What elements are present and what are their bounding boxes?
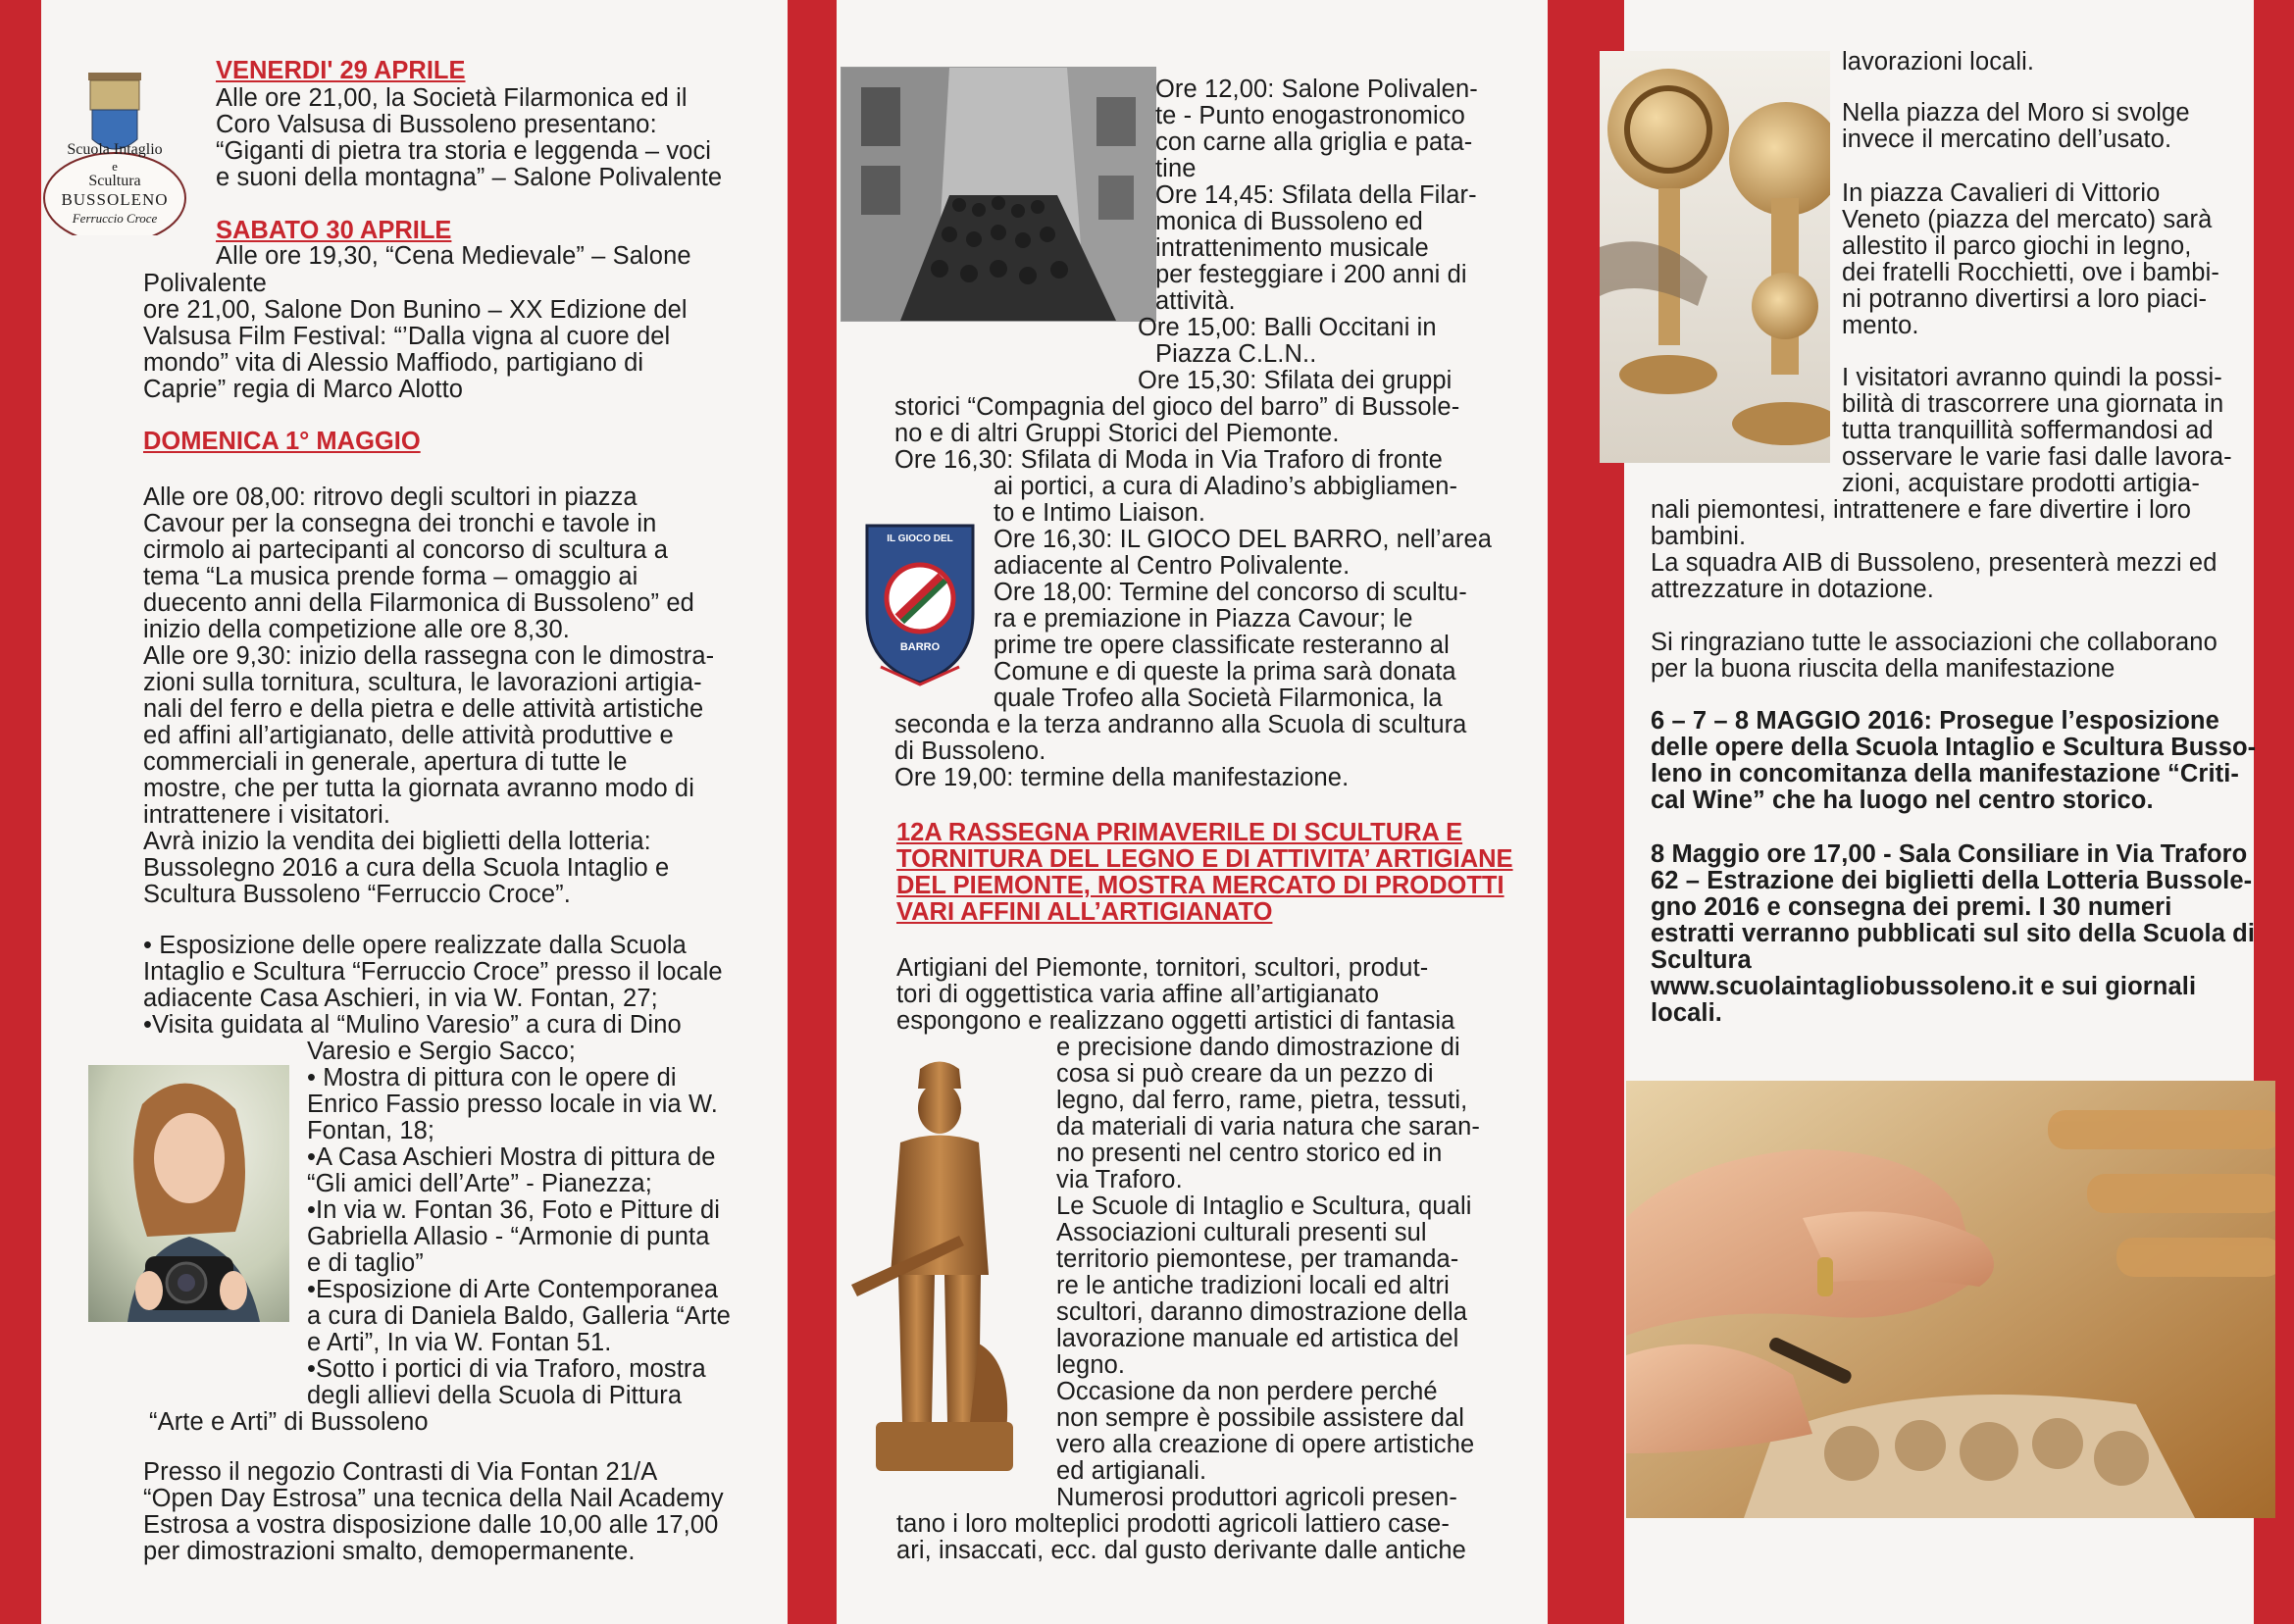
text-line: Presso il negozio Contrasti di Via Fontan 21/A: [143, 1458, 658, 1486]
text-line: zioni, acquistare prodotti artigia-: [1842, 470, 2200, 497]
photographer-photo: [88, 1065, 289, 1322]
text-line: scultori, daranno dimostrazione della: [1056, 1298, 1468, 1326]
text-line: gno 2016 e consegna dei premi. I 30 numeri: [1651, 893, 2172, 921]
heading-venerdi: VENERDI' 29 APRILE: [216, 57, 466, 84]
text-line: 8 Maggio ore 17,00 - Sala Consiliare in Via Traforo: [1651, 840, 2248, 868]
text-line: Si ringraziano tutte le associazioni che collaborano: [1651, 629, 2218, 656]
text-line: tema “La musica prende forma – omaggio ai: [143, 563, 638, 590]
text-line: tine: [1155, 155, 1197, 182]
text-line: quale Trofeo alla Società Filarmonica, la: [994, 685, 1443, 712]
text-line: Avrà inizio la vendita dei biglietti della lotteria:: [143, 828, 651, 855]
text-line: mento.: [1842, 312, 1919, 339]
text-line: leno in concomitanza della manifestazione “Criti-: [1651, 760, 2240, 787]
text-line: ore 21,00, Salone Don Bunino – XX Edizione del: [143, 296, 688, 324]
text-line: di Bussoleno.: [894, 737, 1046, 765]
text-line: tano i loro molteplici prodotti agricoli lattiero case-: [896, 1510, 1450, 1538]
text-line: bambini.: [1651, 523, 1747, 550]
text-line: •Sotto i portici di via Traforo, mostra: [307, 1355, 706, 1383]
red-stripe-left: [0, 0, 41, 1624]
text-line: Caprie” regia di Marco Alotto: [143, 376, 464, 403]
text-line: Piazza C.L.N..: [1155, 340, 1317, 368]
text-line: ed artigianali.: [1056, 1457, 1207, 1485]
text-line: attrezzature in dotazione.: [1651, 576, 1934, 603]
heading-line: 12A RASSEGNA PRIMAVERILE DI SCULTURA E: [896, 819, 1463, 846]
text-line: degli allievi della Scuola di Pittura: [307, 1382, 683, 1409]
text-line: mondo” vita di Alessio Maffiodo, partigiano di: [143, 349, 644, 377]
text-line: Ore 14,45: Sfilata della Filar-: [1155, 181, 1477, 209]
text-line: vero alla creazione di opere artistiche: [1056, 1431, 1475, 1458]
text-line: Alle ore 9,30: inizio della rassegna con le dimostra-: [143, 642, 715, 670]
text-line: lavorazioni locali.: [1842, 48, 2035, 76]
text-line: cal Wine” che ha luogo nel centro storico.: [1651, 787, 2154, 814]
text-line: allestito il parco giochi in legno,: [1842, 232, 2192, 260]
badge-text-top: IL GIOCO DEL: [887, 533, 953, 544]
text-line: Alle ore 21,00, la Società Filarmonica ed il: [216, 84, 688, 112]
text-line: te - Punto enogastronomico: [1155, 102, 1465, 129]
text-line: zioni sulla tornitura, scultura, le lavorazioni artigia-: [143, 669, 702, 696]
text-line: Comune e di queste la prima sarà donata: [994, 658, 1456, 685]
text-line: nali piemontesi, intrattenere e fare divertire i loro: [1651, 496, 2191, 524]
text-line: storici “Compagnia del gioco del barro” di Bussole-: [894, 393, 1460, 421]
text-line: invece il mercatino dell’usato.: [1842, 126, 2172, 153]
text-line: prime tre opere classificate resteranno al: [994, 632, 1450, 659]
text-line: delle opere della Scuola Intaglio e Scultura Busso-: [1651, 734, 2257, 761]
text-line: tutta tranquillità soffermandosi ad: [1842, 417, 2214, 444]
text-line: to e Intimo Liaison.: [994, 499, 1206, 527]
text-line: • Mostra di pittura con le opere di: [307, 1064, 677, 1091]
text-line: Bussolegno 2016 a cura della Scuola Intaglio e: [143, 854, 670, 882]
text-line: Ore 19,00: termine della manifestazione.: [894, 764, 1350, 791]
text-line: territorio piemontese, per tramanda-: [1056, 1245, 1459, 1273]
text-line: da materiali di varia natura che saran-: [1056, 1113, 1480, 1141]
text-line: locali.: [1651, 999, 1722, 1027]
text-line: I visitatori avranno quindi la possi-: [1842, 364, 2222, 391]
logo-text-5: Ferruccio Croce: [72, 211, 158, 226]
logo-seal: [41, 69, 188, 235]
text-line: Numerosi produttori agricoli presen-: [1056, 1484, 1457, 1511]
text-line: • Esposizione delle opere realizzate dalla Scuola: [143, 932, 687, 959]
text-line: Scultura Bussoleno “Ferruccio Croce”.: [143, 881, 571, 908]
text-line: Scultura: [1651, 946, 1752, 974]
text-line: Fontan, 18;: [307, 1117, 435, 1144]
text-line: “Arte e Arti” di Bussoleno: [149, 1408, 429, 1436]
text-line: inizio della competizione alle ore 8,30.: [143, 616, 570, 643]
text-line: ari, insaccati, ecc. dal gusto derivante dalle antiche: [896, 1537, 1466, 1564]
heading-line: DEL PIEMONTE, MOSTRA MERCATO DI PRODOTTI: [896, 872, 1504, 899]
text-line: La squadra AIB di Bussoleno, presenterà mezzi ed: [1651, 549, 2218, 577]
text-line: Associazioni culturali presenti sul: [1056, 1219, 1427, 1246]
text-line: Artigiani del Piemonte, tornitori, scultori, produt-: [896, 954, 1429, 982]
carving-hands-photo: [1626, 1081, 2275, 1518]
logo-text-2: e: [112, 159, 118, 174]
text-line: monica di Bussoleno ed: [1155, 208, 1423, 235]
text-line: Veneto (piazza del mercato) sarà: [1842, 206, 2213, 233]
text-line: Le Scuole di Intaglio e Scultura, quali: [1056, 1193, 1472, 1220]
text-line: via Traforo.: [1056, 1166, 1183, 1193]
text-line: Estrosa a vostra disposizione dalle 10,00 alle 17,00: [143, 1511, 719, 1539]
text-line: Enrico Fassio presso locale in via W.: [307, 1091, 718, 1118]
text-line: per festeggiare i 200 anni di: [1155, 261, 1467, 288]
logo-text-1: Scuola Intaglio: [67, 141, 163, 158]
wooden-statue-photo: [841, 1049, 1028, 1481]
text-line: Ore 15,30: Sfilata dei gruppi: [1138, 367, 1453, 394]
logo-text-3: Scultura: [88, 173, 141, 189]
text-line: commerciali in generale, apertura di tutte le: [143, 748, 628, 776]
text-line: e di taglio”: [307, 1249, 424, 1277]
text-line: estratti verranno pubblicati sul sito della Scuola di: [1651, 920, 2256, 947]
text-line: e Arti”, In via W. Fontan 51.: [307, 1329, 612, 1356]
text-line: espongono e realizzano oggetti artistici di fantasia: [896, 1007, 1455, 1035]
text-line: per la buona riuscita della manifestazione: [1651, 655, 2116, 683]
text-line: bilità di trascorrere una giornata in: [1842, 390, 2224, 418]
text-line: duecento anni della Filarmonica di Bussoleno” ed: [143, 589, 694, 617]
text-line: adiacente al Centro Polivalente.: [994, 552, 1351, 580]
text-line: Polivalente: [143, 270, 267, 297]
text-line: ai portici, a cura di Aladino’s abbigliamen-: [994, 473, 1458, 500]
text-line: e precisione dando dimostrazione di: [1056, 1034, 1460, 1061]
text-line: intrattenimento musicale: [1155, 234, 1429, 262]
text-line: Valsusa Film Festival: “’Dalla vigna al cuore del: [143, 323, 671, 350]
text-line: nali del ferro e della pietra e delle attività artistiche: [143, 695, 704, 723]
turned-wood-photo: [1600, 51, 1830, 463]
text-line: osservare le varie fasi dalle lavora-: [1842, 443, 2232, 471]
text-line: •Visita guidata al “Mulino Varesio” a cura di Dino: [143, 1011, 682, 1039]
band-photo: [841, 67, 1156, 322]
logo-text-4: BUSSOLENO: [61, 190, 169, 209]
text-line: legno, dal ferro, rame, pietra, tessuti,: [1056, 1087, 1468, 1114]
text-line: Ore 18,00: Termine del concorso di scultu-: [994, 579, 1467, 606]
text-line: lavorazione manuale ed artistica del: [1056, 1325, 1459, 1352]
text-line: legno.: [1056, 1351, 1126, 1379]
text-line: Gabriella Allasio - “Armonie di punta: [307, 1223, 710, 1250]
text-line: •A Casa Aschieri Mostra di pittura de: [307, 1143, 716, 1171]
text-line: mostre, che per tutta la giornata avranno modo di: [143, 775, 694, 802]
heading-line: VARI AFFINI ALL’ARTIGIANATO: [896, 898, 1273, 926]
text-line: 62 – Estrazione dei biglietti della Lotteria Bussole-: [1651, 867, 2253, 894]
text-line: re le antiche tradizioni locali ed altri: [1056, 1272, 1450, 1299]
text-line: e suoni della montagna” – Salone Polivalente: [216, 164, 723, 191]
text-line: Ore 12,00: Salone Polivalen-: [1155, 76, 1478, 103]
text-line: a cura di Daniela Baldo, Galleria “Arte: [307, 1302, 731, 1330]
text-line: intrattenere i visitatori.: [143, 801, 391, 829]
text-line: cosa si può creare da un pezzo di: [1056, 1060, 1434, 1088]
text-line: •Esposizione di Arte Contemporanea: [307, 1276, 719, 1303]
badge-text-bottom: BARRO: [899, 641, 941, 653]
heading-line: TORNITURA DEL LEGNO E DI ATTIVITA’ ARTIGIANE: [896, 845, 1513, 873]
text-line: con carne alla griglia e pata-: [1155, 128, 1473, 156]
barro-badge: [861, 520, 979, 686]
text-line: Ore 16,30: IL GIOCO DEL BARRO, nell’area: [994, 526, 1493, 553]
text-line: adiacente Casa Aschieri, in via W. Fontan, 27;: [143, 985, 658, 1012]
text-line: “Gli amici dell’Arte” - Pianezza;: [307, 1170, 652, 1197]
text-line: “Giganti di pietra tra storia e leggenda – voci: [216, 137, 712, 165]
text-line: Nella piazza del Moro si svolge: [1842, 99, 2190, 127]
text-line: ed affini all’artigianato, delle attività produttive e: [143, 722, 674, 749]
text-line: Alle ore 19,30, “Cena Medievale” – Salone: [216, 242, 691, 270]
text-line: Varesio e Sergio Sacco;: [307, 1038, 576, 1065]
text-line: ra e premiazione in Piazza Cavour; le: [994, 605, 1413, 633]
red-stripe-middle: [788, 0, 837, 1624]
text-line: no e di altri Gruppi Storici del Piemonte.: [894, 420, 1340, 447]
text-line: non sempre è possibile assistere dal: [1056, 1404, 1465, 1432]
text-line: 6 – 7 – 8 MAGGIO 2016: Prosegue l’esposizione: [1651, 707, 2219, 735]
text-line: per dimostrazioni smalto, demopermanente.: [143, 1538, 636, 1565]
heading-sabato: SABATO 30 APRILE: [216, 217, 452, 244]
text-line: •In via w. Fontan 36, Foto e Pitture di: [307, 1196, 721, 1224]
text-line: cirmolo ai partecipanti al concorso di scultura a: [143, 536, 668, 564]
text-line: Intaglio e Scultura “Ferruccio Croce” presso il locale: [143, 958, 723, 986]
text-line: tori di oggettistica varia affine all’artigianato: [896, 981, 1380, 1008]
text-line: In piazza Cavalieri di Vittorio: [1842, 179, 2161, 207]
text-line: Ore 16,30: Sfilata di Moda in Via Traforo di fronte: [894, 446, 1443, 474]
text-line: Ore 15,00: Balli Occitani in: [1138, 314, 1437, 341]
text-line: Occasione da non perdere perché: [1056, 1378, 1438, 1405]
text-line: Cavour per la consegna dei tronchi e tavole in: [143, 510, 657, 537]
text-line: Coro Valsusa di Bussoleno presentano:: [216, 111, 657, 138]
text-line: Alle ore 08,00: ritrovo degli scultori in piazza: [143, 483, 637, 511]
text-line: seconda e la terza andranno alla Scuola di scultura: [894, 711, 1467, 738]
text-line: ni potranno divertirsi a loro piaci-: [1842, 285, 2208, 313]
heading-domenica: DOMENICA 1° MAGGIO: [143, 428, 421, 455]
text-line: dei fratelli Rocchietti, ove i bambi-: [1842, 259, 2219, 286]
text-line: attività.: [1155, 287, 1236, 315]
text-line: no presenti nel centro storico ed in: [1056, 1140, 1443, 1167]
website-link[interactable]: www.scuolaintagliobussoleno.it e sui giornali: [1651, 973, 2197, 1000]
text-line: “Open Day Estrosa” una tecnica della Nail Academy: [143, 1485, 724, 1512]
